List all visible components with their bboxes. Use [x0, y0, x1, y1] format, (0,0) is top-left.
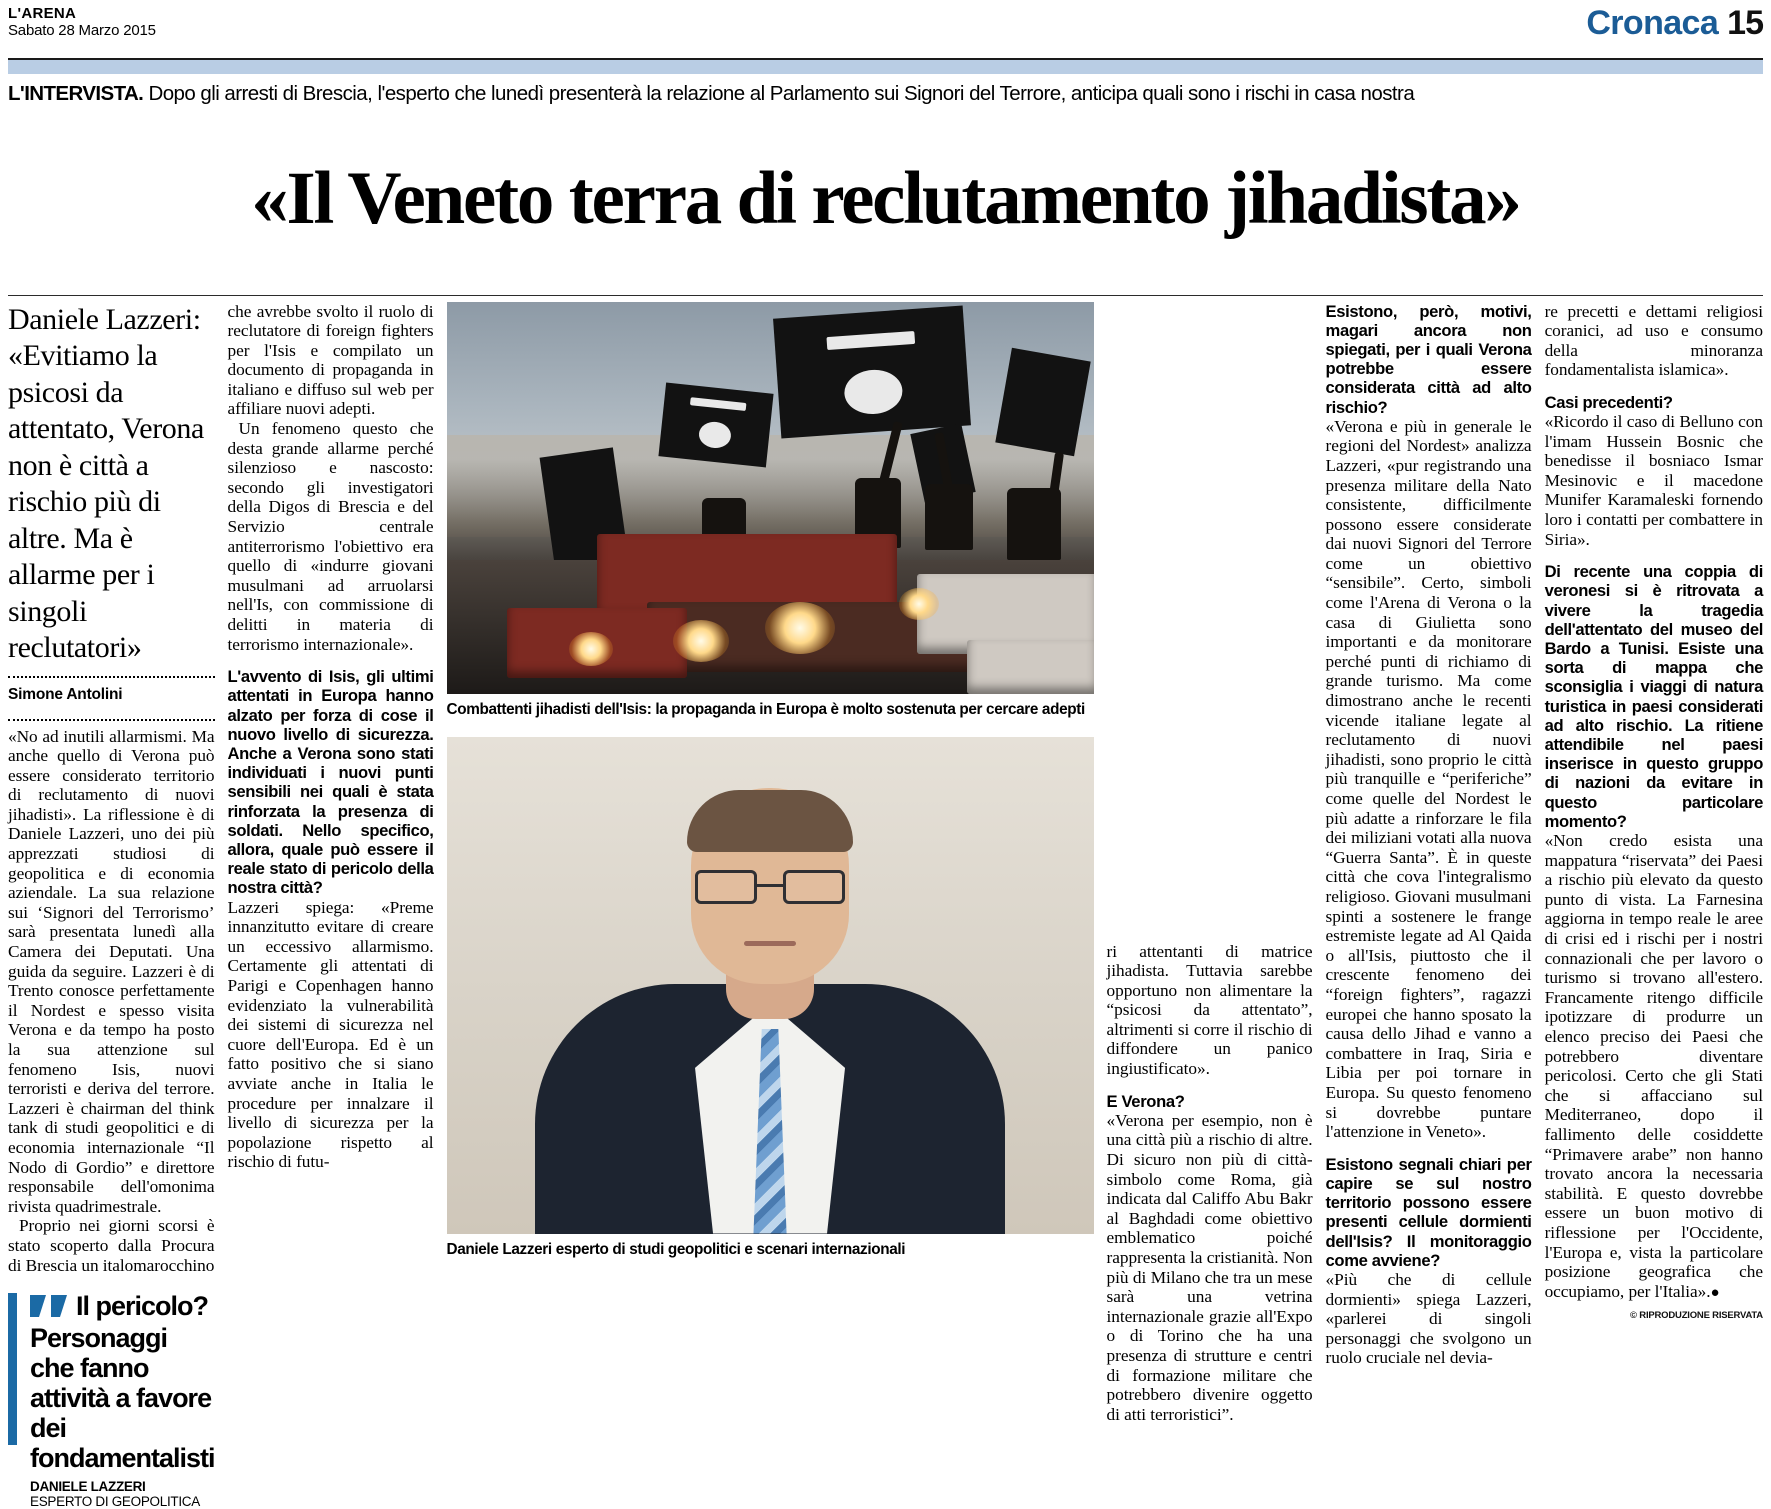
paragraph: «No ad inutili allarmismi. Ma anche quello di Verona può essere considerato territorio di reclutamento di nuovi jihadisti». La riflessione è di Daniele Lazzeri, uno dei più apprezzati studiosi di geopolitica e di economia aziendale. La sua relazione sui ‘Signori del Terrorismo’ sarà presentata lunedì alla Camera dei Deputati. Una guida da seguire. Lazzeri è di Trento conosce perfettamente il Nordest e spesso visita Verona e da tempo ha posto la sua attenzione sul fenomeno Isis, nuovi terroristi e deriva del terrore. Lazzeri è chairman del think tank di studi geopolitici e di economia internazionale “Il Nodo di Gordio” e direttore responsabile dell'omonima rivista quadrimestrale. — [8, 727, 215, 1217]
interview-question: Casi precedenti? — [1545, 393, 1763, 412]
quote-marks-icon — [30, 1293, 70, 1323]
article-deck: Daniele Lazzeri: «Evitiamo la psicosi da attentato, Verona non è città a rischio più di altre. Ma è allarme per i singoli reclutatori» — [8, 302, 215, 667]
masthead — [8, 0, 1763, 58]
column-4 — [1326, 302, 1545, 1509]
interview-question: E Verona? — [1107, 1092, 1313, 1111]
section-name: Cronaca — [1586, 4, 1718, 43]
article-body — [8, 302, 1763, 1509]
publication-date: Sabato 28 Marzo 2015 — [8, 22, 1763, 40]
pull-quote-text: Il pericolo? Personaggi che fanno attività a favore dei fondamentalisti — [30, 1291, 215, 1473]
byline-rule-bottom — [8, 719, 215, 721]
headlight-glow — [899, 588, 939, 620]
kicker — [8, 74, 1763, 108]
pull-quote-text-wrap — [30, 1291, 215, 1473]
headlight-glow — [765, 602, 835, 654]
glasses-lens-left — [695, 870, 757, 904]
column-1 — [8, 302, 228, 1509]
byline-rule-top — [8, 676, 215, 678]
column-5 — [1545, 302, 1763, 1509]
paragraph — [1545, 831, 1763, 1303]
kicker-text: Dopo gli arresti di Brescia, l'esperto che lunedì presenterà la relazione al Parlamento sui Signori del Terrore, anticipa quali sono i rischi in casa nostra — [148, 82, 1414, 105]
portrait-hair — [687, 790, 853, 852]
pull-quote — [8, 1291, 215, 1509]
end-of-article-mark: ● — [1711, 1285, 1720, 1301]
paper-name: L'ARENA — [8, 0, 1763, 22]
paragraph: Lazzeri spiega: «Preme innanzitutto evitare di creare un eccessivo allarmismo. Certamente gli attentati di Parigi e Copenhagen hanno evidenziato la vulnerabilità dei sistemi di sicurezza nel cuore dell'Europa. Ed è un fatto positivo che si siano avviate anche in Italia le procedure per innalzare il livello di sicurezza per la popolazione rispetto al rischio di futu- — [228, 898, 434, 1172]
pull-quote-attribution-role: ESPERTO DI GEOPOLITICA — [30, 1494, 215, 1509]
paragraph: «Più che di cellule dormienti» spiega Lazzeri, «parlerei di singoli personaggi che svolgono un ruolo cruciale nel devia- — [1326, 1270, 1532, 1368]
isis-flag-icon — [773, 305, 971, 438]
headline-rule — [8, 295, 1763, 296]
byline: Simone Antolini — [8, 684, 215, 710]
masthead-blue-band — [8, 60, 1763, 74]
glasses-bridge — [757, 884, 783, 887]
fighter-silhouette — [1007, 488, 1061, 560]
glasses-icon — [695, 870, 845, 904]
photo-caption: Daniele Lazzeri esperto di studi geopolitici e scenari internazionali — [447, 1234, 1094, 1259]
column-3 — [1107, 302, 1326, 1509]
photo-jihadist-convoy — [447, 302, 1094, 694]
convoy-truck — [967, 640, 1094, 694]
paragraph: Un fenomeno questo che desta grande allarme perché silenzioso e nascosto: secondo gli investigatori della Digos di Brescia e del Servizio centrale antiterrorismo l'obiettivo era quello di «indurre giovani musulmani ad arruolarsi nell'Is, con commissione di delitti in materia di terrorismo internazionale». — [228, 419, 434, 654]
paragraph: «Verona per esempio, non è una città più a rischio di altre. Di sicuro non più di città-simbolo come Roma, già indicata dal Califfo Abu Bakr al Baghdadi come obiettivo emblematico poiché rappresenta la cristianità. Non più di Milano che tra un mese sarà una vetrina internazionale grazie all'Expo o di Torino che ha una presenza di strutture e centri di formazione militare che potrebbero divenire oggetto di atti terroristici”. — [1107, 1111, 1313, 1425]
interview-question: Esistono segnali chiari per capire se sul nostro territorio possono essere presenti cellule dormienti dell'Isis? Il monitoraggio come avviene? — [1326, 1155, 1532, 1270]
glasses-lens-right — [783, 870, 845, 904]
photo-block — [447, 302, 1107, 1509]
paragraph: «Verona e più in generale le regioni del Nordest» analizza Lazzeri, «pur registrando una presenza militare della Nato consistente, difficilmente possono essere considerate dai nuovi Signori del Terrore come un obiettivo “sensibile”. Certo, simboli come l'Arena di Verona o la casa di Giulietta sono importanti e da monitorare perché punti di richiamo di grande turismo. Ma come dimostrano anche le recenti vicende italiane legate al reclutamento di nuovi jihadisti, sono proprio le città più tranquille e “periferiche” come quelle del Nordest le più adatte a rinforzare le fila dei miliziani votati alla nuova “Guerra Santa”. È in queste città che cova l'integralismo religioso. Giovani musulmani spinti a sostenere le frange estremiste legate ad Al Qaida o all'Isis, piuttosto che il crescente fenomeno dei “foreign fighters”, ragazzi europei che hanno sposato la causa dello Jihad e vanno a combattere in Iraq, Siria e Libia per poi tornare in Europa. Su questo fenomeno si dovrebbe puntare l'attenzione in Veneto». — [1326, 417, 1532, 1142]
headlight-glow — [673, 620, 729, 662]
interview-question: Di recente una coppia di veronesi si è ritrovata a vivere la tragedia dell'attentato del museo del Bardo a Tunisi. Esiste una sorta di mappa che sconsiglia i viaggi di natura turistica in paesi considerati ad alto rischio. La ritiene attendibile nel paesi inserisce in questo gruppo di nazioni da evitare in questo particolare momento? — [1545, 562, 1763, 831]
photo-caption: Combattenti jihadisti dell'Isis: la propaganda in Europa è molto sostenuta per cercare adepti — [447, 694, 1094, 719]
isis-flag-icon — [658, 382, 773, 467]
headlight-glow — [569, 632, 613, 666]
paragraph: «Ricordo il caso di Belluno con l'imam Hussein Bosnic che benedisse il bosniaco Ismar Mesinovic e il macedone Munifer Karamaleski fornendo loro i contatti per combattere in Siria». — [1545, 412, 1763, 549]
photo-daniele-lazzeri-portrait — [447, 737, 1094, 1234]
paragraph: ri attentanti di matrice jihadista. Tuttavia sarebbe opportuno non alimentare la “psicosi da attentato”, altrimenti si corre il rischio di diffondere un panico ingiustificato». — [1107, 942, 1313, 1079]
fighter-silhouette — [925, 484, 973, 550]
portrait-mouth — [744, 941, 796, 946]
paragraph: Proprio nei giorni scorsi è stato scoperto dalla Procura di Brescia un italomarocchino — [8, 1216, 215, 1275]
kicker-label: L'INTERVISTA. — [8, 82, 143, 105]
copyright-notice: © RIPRODUZIONE RISERVATA — [1545, 1310, 1763, 1321]
paragraph: re precetti e dettami religiosi coranici, ad uso e consumo della minoranza fondamentalista islamica». — [1545, 302, 1763, 380]
column-2 — [228, 302, 447, 1509]
page-title: «Il Veneto terra di reclutamento jihadista» — [8, 158, 1763, 244]
isis-flag-icon — [995, 347, 1090, 455]
pull-quote-attribution-name: DANIELE LAZZERI — [30, 1479, 215, 1494]
interview-question: L'avvento di Isis, gli ultimi attentati in Europa hanno alzato per forza di cose il nuovo livello di sicurezza. Anche a Verona sono stati individuati i nuovi punti sensibili nei quali è stata rinforzata la presenza di soldati. Nello specifico, allora, quale può essere il reale stato di pericolo della nostra città? — [228, 667, 434, 897]
page-number: 15 — [1727, 4, 1763, 43]
masthead-section-group — [1586, 4, 1763, 43]
interview-question: Esistono, però, motivi, magari ancora non spiegati, per i quali Verona potrebbe essere considerata città ad alto rischio? — [1326, 302, 1532, 417]
paragraph-text: «Non credo esista una mappatura “riservata” dei Paesi a rischio più elevato da questo punto di vista. La Farnesina aggiorna in tempo reale le aree di crisi ed i rischi per i nostri connazionali che per lavoro o turismo si trovano all'estero. Francamente ritengo difficile ipotizzare di produrre un elenco preciso dei Paesi che potrebbero diventare pericolosi. Certo che gli Stati che si affacciano sul Mediterraneo, dopo il fallimento delle cosiddette “Primavere arabe” non hanno trovato ancora la necessaria stabilità. E questo dovrebbe essere un buon motivo di riflessione per l'Occidente, l'Europa e, vista la particolare posizione geografica che occupiamo, per l'Italia». — [1545, 831, 1763, 1301]
paragraph: che avrebbe svolto il ruolo di reclutatore di foreign fighters per l'Isis e compilato un documento di propaganda in italiano e diffuso sul web per affiliare nuovi adepti. — [228, 302, 434, 420]
